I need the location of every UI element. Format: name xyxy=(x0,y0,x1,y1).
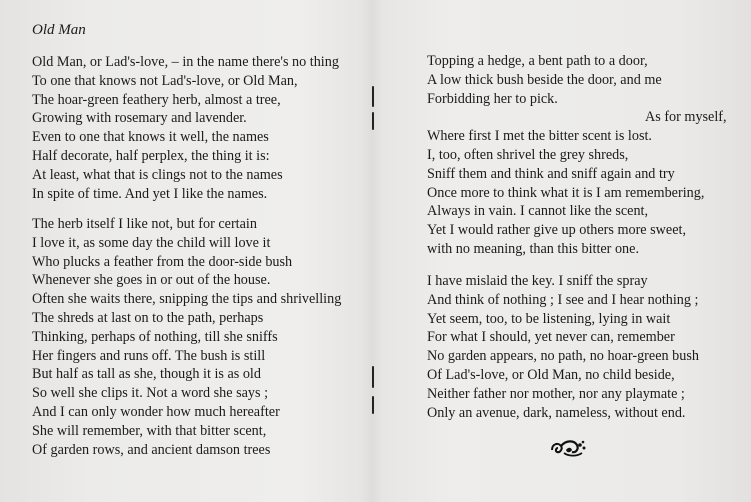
poem-line: The shreds at last on to the path, perhaps xyxy=(32,309,264,326)
poem-line: Half decorate, half perplex, the thing it is: xyxy=(32,147,270,164)
poem-title: Old Man xyxy=(32,22,86,38)
poem-line: Of garden rows, and ancient damson trees xyxy=(32,441,271,458)
poem-line: The herb itself I like not, but for certain xyxy=(32,216,257,232)
poem-line: Her fingers and runs off. The bush is still xyxy=(32,347,266,364)
poem-line: She will remember, with that bitter scent, xyxy=(32,422,267,439)
poem-line: Sniff them and think and sniff again and try xyxy=(427,165,675,182)
poem-line: Only an avenue, dark, nameless, without end. xyxy=(427,404,686,421)
poem-line: Who plucks a feather from the door-side bush xyxy=(32,253,293,270)
poem-line: Often she waits there, snipping the tips and shrivelling xyxy=(32,291,342,308)
stanza-3 xyxy=(427,52,727,259)
poem-line: The hoar-green feathery herb, almost a tree, xyxy=(32,91,281,108)
binding-stitch xyxy=(372,112,374,130)
right-page xyxy=(378,0,751,502)
binding-stitch xyxy=(372,366,374,388)
poem-line: Topping a hedge, a bent path to a door, xyxy=(427,53,648,69)
poem-line: Of Lad's-love, or Old Man, no child beside, xyxy=(427,366,675,383)
poem-line: Whenever she goes in or out of the house. xyxy=(32,272,271,289)
poem-line: Forbidding her to pick. xyxy=(427,90,558,107)
poem-line: Yet seem, too, to be listening, lying in wait xyxy=(427,310,671,327)
poem-line: Growing with rosemary and lavender. xyxy=(32,110,247,127)
poem-line: Old Man, or Lad's-love, – in the name there's no thing xyxy=(32,54,339,70)
poem-line: I love it, as some day the child will love it xyxy=(32,234,271,251)
floral-ornament-icon xyxy=(546,436,590,460)
poem-line: No garden appears, no path, no hoar-green bush xyxy=(427,348,699,365)
stanza-2 xyxy=(32,215,341,459)
poem-line: I, too, often shrivel the grey shreds, xyxy=(427,146,629,163)
poem-line: with no meaning, than this bitter one. xyxy=(427,240,639,257)
poem-line: A low thick bush beside the door, and me xyxy=(427,71,662,88)
poem-line: So well she clips it. Not a word she says ; xyxy=(32,385,269,402)
stanza-1 xyxy=(32,53,339,203)
poem-line: To one that knows not Lad's-love, or Old Man, xyxy=(32,72,298,89)
poem-line: Where first I met the bitter scent is lost. xyxy=(427,128,652,145)
poem-line: Yet I would rather give up others more sweet, xyxy=(427,222,686,239)
poem-line: Thinking, perhaps of nothing, till she sniffs xyxy=(32,328,278,345)
poem-line: For what I should, yet never can, remember xyxy=(427,329,675,346)
poem-line: I have mislaid the key. I sniff the spray xyxy=(427,273,648,289)
poem-line: And I can only wonder how much hereafter xyxy=(32,403,280,420)
poem-line: As for myself, xyxy=(645,109,727,126)
poem-line: At least, what that is clings not to the names xyxy=(32,166,283,183)
left-page xyxy=(0,0,372,502)
poem-line: But half as tall as she, though it is as old xyxy=(32,366,261,383)
poem-line: Always in vain. I cannot like the scent, xyxy=(427,203,649,220)
poem-line: Even to one that knows it well, the names xyxy=(32,129,269,146)
stanza-4 xyxy=(427,272,699,422)
poem-line: And think of nothing ; I see and I hear nothing ; xyxy=(427,291,699,308)
binding-stitch xyxy=(372,86,374,107)
poem-line: In spite of time. And yet I like the names. xyxy=(32,185,268,202)
poem-line: Neither father nor mother, nor any playmate ; xyxy=(427,385,685,402)
poem-line: Once more to think what it is I am remembering, xyxy=(427,184,705,201)
binding-stitch xyxy=(372,396,374,414)
